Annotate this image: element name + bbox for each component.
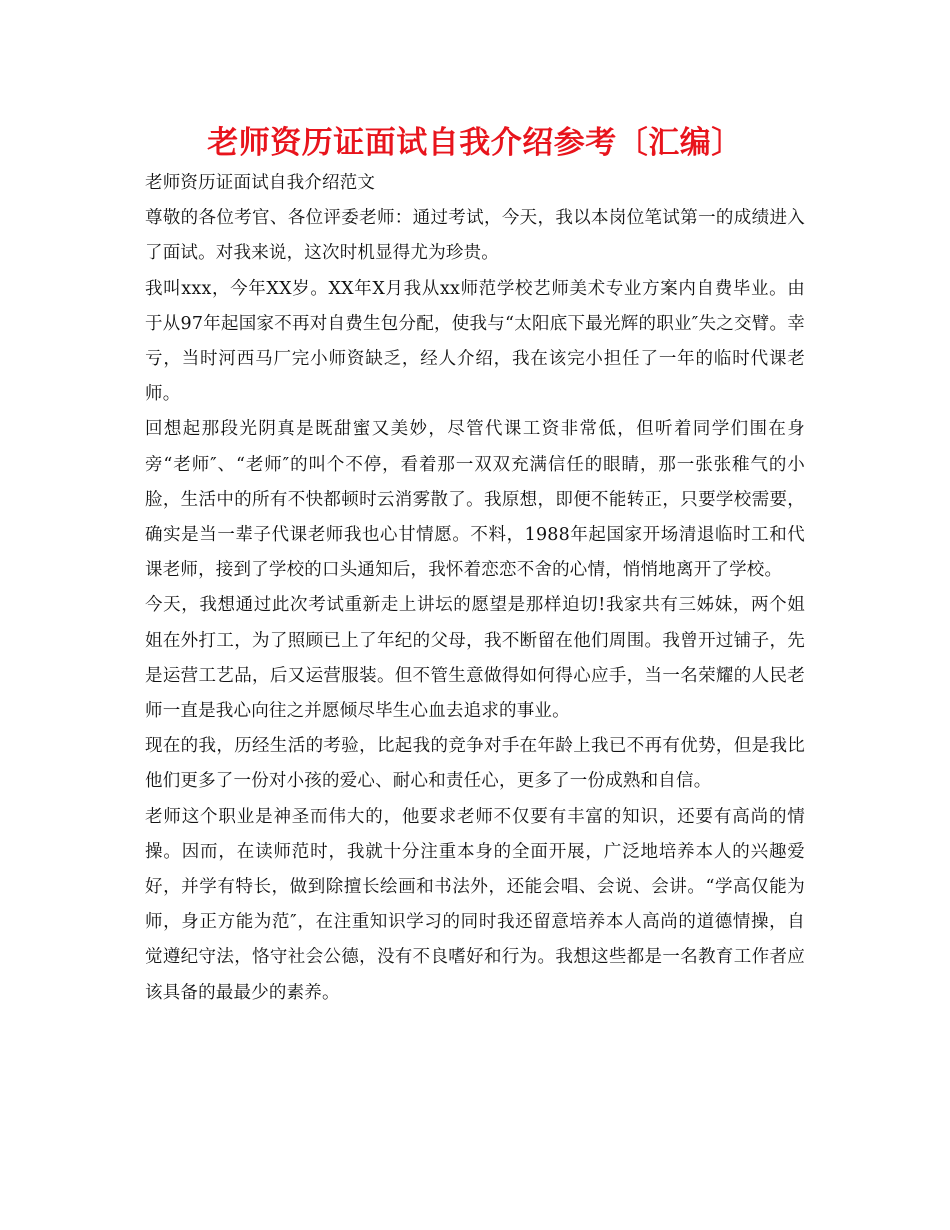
body-paragraph: 我叫xxx，今年XX岁。XX年X月我从xx师范学校艺师美术专业方案内自费毕业。由于从97年起国家不再对自费生包分配，使我与“太阳底下最光辉的职业″失之交臂。幸亏，当时河西马厂完小师资缺乏，经人介绍，我在该完小担任了一年的临时代课老师。: [145, 278, 805, 405]
body-paragraph: 回想起那段光阴真是既甜蜜又美妙，尽管代课工资非常低，但听着同学们围在身旁“老师″、“老师″的叫个不停，看着那一双双充满信任的眼睛，那一张张稚气的小脸，生活中的所有不快都顿时云消雾散了。我原想，即便不能转正，只要学校需要，确实是当一辈子代课老师我也心甘情愿。不料，1988年起国家开场清退临时工和代课老师，接到了学校的口头通知后，我怀着恋恋不舍的心情，悄悄地离开了学校。: [145, 419, 805, 581]
document-body: [145, 166, 805, 1011]
body-paragraph: 现在的我，历经生活的考验，比起我的竞争对手在年龄上我已不再有优势，但是我比他们更多了一份对小孩的爱心、耐心和责任心，更多了一份成熟和自信。: [145, 736, 805, 792]
body-paragraph: 尊敬的各位考官、各位评委老师：通过考试，今天，我以本岗位笔试第一的成绩进入了面试。对我来说，这次时机显得尤为珍贵。: [145, 208, 805, 264]
body-paragraph: 老师这个职业是神圣而伟大的，他要求老师不仅要有丰富的知识，还要有高尚的情操。因而，在读师范时，我就十分注重本身的全面开展，广泛地培养本人的兴趣爱好，并学有特长，做到除擅长绘画和书法外，还能会唱、会说、会讲。“学高仅能为师，身正方能为范″，在注重知识学习的同时我还留意培养本人高尚的道德情操，自觉遵纪守法，恪守社会公德，没有不良嗜好和行为。我想这些都是一名教育工作者应该具备的最最少的素养。: [145, 806, 805, 1003]
body-paragraph: 今天，我想通过此次考试重新走上讲坛的愿望是那样迫切!我家共有三姊妹，两个姐姐在外打工，为了照顾已上了年纪的父母，我不断留在他们周围。我曾开过铺子，先是运营工艺品，后又运营服装。但不管生意做得如何得心应手，当一名荣耀的人民老师一直是我心向往之并愿倾尽毕生心血去追求的事业。: [145, 595, 805, 722]
document-title: 老师资历证面试自我介绍参考〔汇编〕: [207, 125, 743, 161]
subtitle-paragraph: 老师资历证面试自我介绍范文: [145, 173, 376, 193]
